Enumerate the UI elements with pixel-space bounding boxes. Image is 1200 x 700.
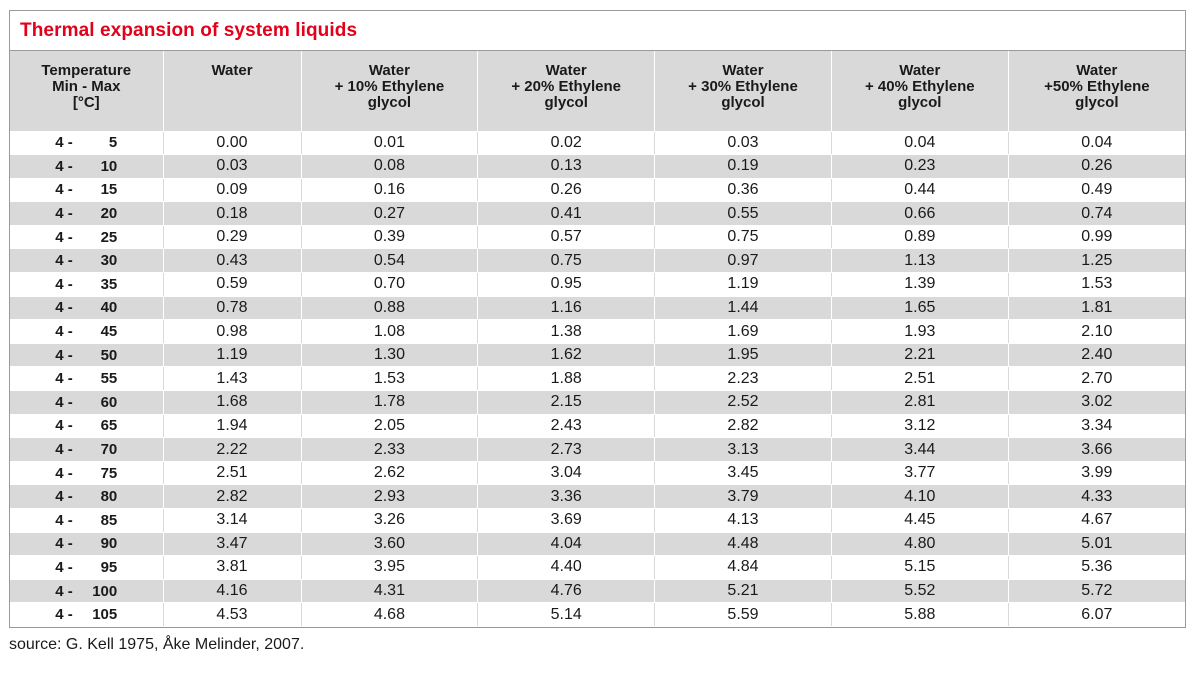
expansion-value-cell: 0.03 — [655, 131, 832, 155]
expansion-value-cell: 3.45 — [655, 461, 832, 485]
expansion-value-cell: 1.25 — [1008, 249, 1185, 273]
expansion-value-cell: 0.09 — [163, 178, 301, 202]
expansion-value-cell: 4.31 — [301, 579, 478, 603]
column-header — [655, 51, 832, 131]
temperature-max: 15 — [100, 181, 118, 199]
expansion-value-cell: 3.44 — [831, 438, 1008, 462]
temperature-range — [55, 465, 117, 482]
expansion-value-cell: 1.62 — [478, 343, 655, 367]
expansion-value-cell: 2.52 — [655, 391, 832, 415]
expansion-value-cell: 2.33 — [301, 438, 478, 462]
table-row — [10, 367, 1185, 391]
expansion-value-cell: 3.81 — [163, 556, 301, 580]
expansion-value-cell: 3.99 — [1008, 461, 1185, 485]
table-row — [10, 131, 1185, 155]
column-header-line: Water — [722, 62, 764, 79]
expansion-value-cell: 2.21 — [831, 343, 1008, 367]
temperature-range-cell — [10, 438, 163, 462]
column-header — [478, 51, 655, 131]
expansion-value-cell: 5.52 — [831, 579, 1008, 603]
table-row — [10, 249, 1185, 273]
temperature-max: 40 — [100, 299, 118, 317]
table-row — [10, 343, 1185, 367]
expansion-value-cell: 3.79 — [655, 485, 832, 509]
expansion-value-cell: 4.68 — [301, 603, 478, 627]
temperature-range — [55, 252, 117, 269]
expansion-value-cell: 0.44 — [831, 178, 1008, 202]
table-row — [10, 391, 1185, 415]
temperature-range — [55, 441, 117, 458]
expansion-value-cell: 0.29 — [163, 225, 301, 249]
table-row — [10, 461, 1185, 485]
expansion-value-cell: 4.10 — [831, 485, 1008, 509]
temperature-max: 100 — [92, 582, 118, 600]
expansion-value-cell: 0.03 — [163, 155, 301, 179]
expansion-value-cell: 3.66 — [1008, 438, 1185, 462]
expansion-value-cell: 2.05 — [301, 414, 478, 438]
expansion-value-cell: 0.66 — [831, 202, 1008, 226]
expansion-value-cell: 1.68 — [163, 391, 301, 415]
temperature-min: 4 - — [55, 228, 73, 246]
expansion-value-cell: 2.40 — [1008, 343, 1185, 367]
expansion-value-cell: 2.81 — [831, 391, 1008, 415]
temperature-range — [55, 158, 117, 175]
temperature-min: 4 - — [55, 275, 73, 293]
expansion-value-cell: 0.70 — [301, 273, 478, 297]
expansion-value-cell: 1.93 — [831, 320, 1008, 344]
table-row — [10, 414, 1185, 438]
expansion-value-cell: 3.12 — [831, 414, 1008, 438]
temperature-min: 4 - — [55, 558, 73, 576]
temperature-range — [55, 134, 117, 151]
expansion-value-cell: 3.02 — [1008, 391, 1185, 415]
expansion-value-cell: 1.19 — [163, 343, 301, 367]
temperature-max: 75 — [100, 464, 118, 482]
expansion-value-cell: 0.57 — [478, 225, 655, 249]
expansion-value-cell: 2.51 — [163, 461, 301, 485]
temperature-max: 35 — [100, 275, 118, 293]
expansion-value-cell: 2.22 — [163, 438, 301, 462]
column-header-line: + 20% Ethylene — [511, 78, 622, 95]
expansion-value-cell: 3.14 — [163, 509, 301, 533]
table-row — [10, 225, 1185, 249]
temperature-range — [55, 488, 117, 505]
expansion-value-cell: 1.43 — [163, 367, 301, 391]
expansion-value-cell: 0.26 — [478, 178, 655, 202]
expansion-value-cell: 4.48 — [655, 532, 832, 556]
table-panel — [9, 10, 1186, 628]
temperature-range — [55, 583, 117, 600]
temperature-min: 4 - — [55, 535, 73, 553]
temperature-max: 5 — [108, 134, 118, 152]
table-body — [10, 131, 1185, 626]
expansion-value-cell: 3.13 — [655, 438, 832, 462]
expansion-value-cell: 2.93 — [301, 485, 478, 509]
temperature-range — [55, 370, 117, 387]
temperature-range-cell — [10, 579, 163, 603]
temperature-range-cell — [10, 391, 163, 415]
expansion-value-cell: 2.51 — [831, 367, 1008, 391]
expansion-value-cell: 0.01 — [301, 131, 478, 155]
column-header-line: Min - Max — [52, 78, 121, 95]
expansion-value-cell: 3.36 — [478, 485, 655, 509]
temperature-max: 55 — [100, 370, 118, 388]
temperature-range — [55, 229, 117, 246]
temperature-range — [55, 323, 117, 340]
expansion-value-cell: 0.43 — [163, 249, 301, 273]
column-header — [10, 51, 163, 131]
expansion-value-cell: 4.33 — [1008, 485, 1185, 509]
temperature-range-cell — [10, 532, 163, 556]
temperature-range — [55, 606, 117, 623]
expansion-value-cell: 4.67 — [1008, 509, 1185, 533]
temperature-min: 4 - — [55, 205, 73, 223]
table-row — [10, 485, 1185, 509]
temperature-min: 4 - — [55, 157, 73, 175]
expansion-value-cell: 0.75 — [478, 249, 655, 273]
title-bar — [10, 11, 1185, 51]
column-header-line: glycol — [544, 94, 588, 111]
expansion-value-cell: 2.73 — [478, 438, 655, 462]
expansion-value-cell: 1.38 — [478, 320, 655, 344]
temperature-max: 30 — [100, 252, 118, 270]
expansion-value-cell: 5.59 — [655, 603, 832, 627]
expansion-value-cell: 1.30 — [301, 343, 478, 367]
expansion-value-cell: 0.00 — [163, 131, 301, 155]
expansion-value-cell: 4.53 — [163, 603, 301, 627]
temperature-min: 4 - — [55, 252, 73, 270]
expansion-value-cell: 1.13 — [831, 249, 1008, 273]
expansion-value-cell: 1.39 — [831, 273, 1008, 297]
column-header-line: Water — [1076, 62, 1118, 79]
table-row — [10, 532, 1185, 556]
expansion-value-cell: 0.75 — [655, 225, 832, 249]
expansion-value-cell: 5.36 — [1008, 556, 1185, 580]
table-row — [10, 556, 1185, 580]
temperature-range — [55, 276, 117, 293]
expansion-value-cell: 0.88 — [301, 296, 478, 320]
temperature-min: 4 - — [55, 441, 73, 459]
expansion-value-cell: 0.99 — [1008, 225, 1185, 249]
expansion-value-cell: 2.82 — [655, 414, 832, 438]
temperature-range — [55, 535, 117, 552]
temperature-min: 4 - — [55, 346, 73, 364]
temperature-max: 85 — [100, 511, 118, 529]
temperature-range-cell — [10, 296, 163, 320]
temperature-max: 65 — [100, 417, 118, 435]
expansion-value-cell: 2.70 — [1008, 367, 1185, 391]
temperature-min: 4 - — [55, 511, 73, 529]
expansion-value-cell: 1.53 — [1008, 273, 1185, 297]
expansion-value-cell: 1.65 — [831, 296, 1008, 320]
table-row — [10, 202, 1185, 226]
temperature-min: 4 - — [55, 582, 73, 600]
expansion-value-cell: 0.54 — [301, 249, 478, 273]
expansion-value-cell: 4.04 — [478, 532, 655, 556]
expansion-value-cell: 5.21 — [655, 579, 832, 603]
temperature-max: 50 — [100, 346, 118, 364]
temperature-max: 90 — [100, 535, 118, 553]
column-header-line: + 40% Ethylene — [864, 78, 975, 95]
column-header-line: Water — [368, 62, 410, 79]
table-title: Thermal expansion of system liquids — [20, 19, 358, 41]
expansion-value-cell: 2.82 — [163, 485, 301, 509]
temperature-range-cell — [10, 414, 163, 438]
expansion-value-cell: 5.14 — [478, 603, 655, 627]
column-header-line: + 10% Ethylene — [334, 78, 445, 95]
temperature-max: 105 — [92, 606, 118, 624]
temperature-range-cell — [10, 249, 163, 273]
temperature-min: 4 - — [55, 134, 73, 152]
expansion-table — [10, 51, 1185, 627]
temperature-max: 25 — [100, 228, 118, 246]
expansion-value-cell: 3.47 — [163, 532, 301, 556]
temperature-range — [55, 347, 117, 364]
temperature-range-cell — [10, 155, 163, 179]
expansion-value-cell: 1.69 — [655, 320, 832, 344]
column-header-line: Water — [899, 62, 941, 79]
expansion-value-cell: 4.16 — [163, 579, 301, 603]
column-header — [301, 51, 478, 131]
expansion-value-cell: 0.18 — [163, 202, 301, 226]
column-header — [163, 51, 301, 131]
expansion-value-cell: 5.01 — [1008, 532, 1185, 556]
temperature-range-cell — [10, 273, 163, 297]
expansion-value-cell: 0.04 — [831, 131, 1008, 155]
expansion-value-cell: 1.16 — [478, 296, 655, 320]
temperature-range — [55, 512, 117, 529]
column-header — [1008, 51, 1185, 131]
table-row — [10, 155, 1185, 179]
column-header-line: glycol — [1075, 94, 1119, 111]
temperature-max: 45 — [100, 323, 118, 341]
expansion-value-cell: 1.88 — [478, 367, 655, 391]
temperature-range — [55, 417, 117, 434]
expansion-value-cell: 3.95 — [301, 556, 478, 580]
temperature-min: 4 - — [55, 299, 73, 317]
table-row — [10, 320, 1185, 344]
temperature-min: 4 - — [55, 370, 73, 388]
expansion-value-cell: 3.04 — [478, 461, 655, 485]
temperature-min: 4 - — [55, 488, 73, 506]
temperature-range-cell — [10, 178, 163, 202]
temperature-max: 10 — [100, 157, 118, 175]
column-header-line: Water — [545, 62, 587, 79]
table-row — [10, 178, 1185, 202]
temperature-range-cell — [10, 509, 163, 533]
expansion-value-cell: 1.44 — [655, 296, 832, 320]
expansion-value-cell: 2.62 — [301, 461, 478, 485]
temperature-max: 95 — [100, 558, 118, 576]
expansion-value-cell: 3.60 — [301, 532, 478, 556]
expansion-value-cell: 1.94 — [163, 414, 301, 438]
expansion-value-cell: 4.80 — [831, 532, 1008, 556]
temperature-range — [55, 559, 117, 576]
expansion-value-cell: 0.74 — [1008, 202, 1185, 226]
temperature-range — [55, 205, 117, 222]
expansion-value-cell: 0.26 — [1008, 155, 1185, 179]
expansion-value-cell: 0.02 — [478, 131, 655, 155]
table-row — [10, 603, 1185, 627]
temperature-min: 4 - — [55, 181, 73, 199]
expansion-value-cell: 1.53 — [301, 367, 478, 391]
expansion-value-cell: 4.40 — [478, 556, 655, 580]
expansion-value-cell: 0.27 — [301, 202, 478, 226]
column-header-line: glycol — [898, 94, 942, 111]
temperature-max: 70 — [100, 441, 118, 459]
expansion-value-cell: 0.59 — [163, 273, 301, 297]
temperature-range — [55, 181, 117, 198]
expansion-value-cell: 1.19 — [655, 273, 832, 297]
expansion-value-cell: 4.45 — [831, 509, 1008, 533]
expansion-value-cell: 2.43 — [478, 414, 655, 438]
column-header-line: glycol — [721, 94, 765, 111]
temperature-range-cell — [10, 202, 163, 226]
expansion-value-cell: 0.04 — [1008, 131, 1185, 155]
table-row — [10, 438, 1185, 462]
temperature-max: 20 — [100, 205, 118, 223]
expansion-value-cell: 1.78 — [301, 391, 478, 415]
expansion-value-cell: 0.89 — [831, 225, 1008, 249]
expansion-value-cell: 0.95 — [478, 273, 655, 297]
expansion-value-cell: 0.19 — [655, 155, 832, 179]
header-row — [10, 51, 1185, 131]
expansion-value-cell: 5.88 — [831, 603, 1008, 627]
column-header-line: [°C] — [72, 94, 100, 111]
temperature-range — [55, 299, 117, 316]
temperature-range — [55, 394, 117, 411]
temperature-range-cell — [10, 485, 163, 509]
temperature-min: 4 - — [55, 393, 73, 411]
temperature-range-cell — [10, 225, 163, 249]
temperature-min: 4 - — [55, 464, 73, 482]
table-row — [10, 273, 1185, 297]
expansion-value-cell: 0.49 — [1008, 178, 1185, 202]
source-note: source: G. Kell 1975, Åke Melinder, 2007. — [9, 636, 305, 653]
temperature-range-cell — [10, 343, 163, 367]
expansion-value-cell: 0.78 — [163, 296, 301, 320]
temperature-range-cell — [10, 131, 163, 155]
column-header-line: Water — [211, 62, 253, 79]
column-header-line: Temperature — [41, 62, 132, 79]
column-header-line: + 30% Ethylene — [688, 78, 798, 95]
expansion-value-cell: 5.72 — [1008, 579, 1185, 603]
expansion-value-cell: 1.95 — [655, 343, 832, 367]
temperature-min: 4 - — [55, 417, 73, 435]
expansion-value-cell: 0.08 — [301, 155, 478, 179]
expansion-value-cell: 0.97 — [655, 249, 832, 273]
temperature-range-cell — [10, 556, 163, 580]
expansion-value-cell: 3.69 — [478, 509, 655, 533]
temperature-range-cell — [10, 320, 163, 344]
expansion-value-cell: 2.15 — [478, 391, 655, 415]
expansion-value-cell: 0.13 — [478, 155, 655, 179]
column-header-line: +50% Ethylene — [1044, 78, 1150, 95]
table-row — [10, 296, 1185, 320]
temperature-range-cell — [10, 603, 163, 627]
temperature-max: 80 — [100, 488, 118, 506]
expansion-value-cell: 0.39 — [301, 225, 478, 249]
temperature-max: 60 — [100, 393, 118, 411]
column-header-line: glycol — [367, 94, 412, 111]
expansion-value-cell: 4.76 — [478, 579, 655, 603]
expansion-value-cell: 1.81 — [1008, 296, 1185, 320]
expansion-value-cell: 2.23 — [655, 367, 832, 391]
expansion-value-cell: 4.84 — [655, 556, 832, 580]
temperature-range-cell — [10, 367, 163, 391]
expansion-value-cell: 0.23 — [831, 155, 1008, 179]
table-row — [10, 509, 1185, 533]
expansion-value-cell: 2.10 — [1008, 320, 1185, 344]
temperature-min: 4 - — [55, 606, 73, 624]
expansion-value-cell: 0.16 — [301, 178, 478, 202]
expansion-value-cell: 3.77 — [831, 461, 1008, 485]
expansion-value-cell: 0.55 — [655, 202, 832, 226]
expansion-value-cell: 1.08 — [301, 320, 478, 344]
expansion-value-cell: 0.98 — [163, 320, 301, 344]
expansion-value-cell: 4.13 — [655, 509, 832, 533]
temperature-range-cell — [10, 461, 163, 485]
expansion-value-cell: 5.15 — [831, 556, 1008, 580]
expansion-value-cell: 0.41 — [478, 202, 655, 226]
expansion-value-cell: 3.34 — [1008, 414, 1185, 438]
expansion-value-cell: 3.26 — [301, 509, 478, 533]
expansion-value-cell: 6.07 — [1008, 603, 1185, 627]
table-row — [10, 579, 1185, 603]
temperature-min: 4 - — [55, 323, 73, 341]
column-header — [831, 51, 1008, 131]
expansion-value-cell: 0.36 — [655, 178, 832, 202]
